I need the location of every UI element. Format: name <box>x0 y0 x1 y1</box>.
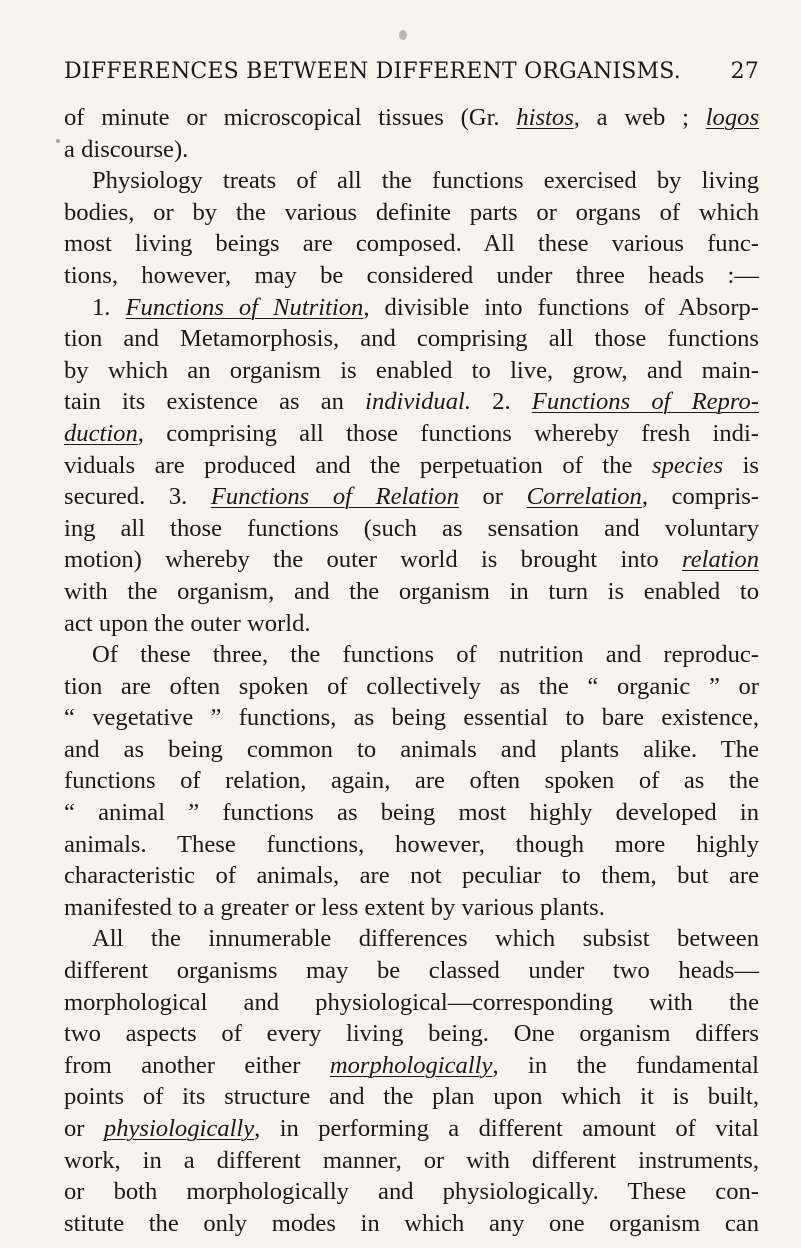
text-line <box>64 386 759 418</box>
text-line <box>64 1113 759 1145</box>
text-line <box>64 450 759 482</box>
emphasized-term: logos <box>705 104 760 131</box>
page-number: 27 <box>730 59 759 84</box>
text-line <box>64 576 759 608</box>
text-fragment: points of its structure and the plan upon which it is built, <box>64 1083 759 1111</box>
text-line <box>64 987 759 1019</box>
text-line <box>64 923 759 955</box>
text-fragment: animals. These functions, however, though more highly <box>64 830 759 858</box>
text-fragment: “ vegetative ” functions, as being essential to bare existence, <box>64 704 759 732</box>
text-fragment: “ animal ” functions as being most highly developed in <box>64 799 759 827</box>
text-fragment: , in the fundamental <box>492 1051 759 1079</box>
emphasized-term: histos <box>516 104 574 131</box>
emphasized-term: individual. <box>365 388 472 416</box>
text-line <box>64 481 759 513</box>
text-fragment: , a web ; <box>573 104 706 131</box>
text-line <box>64 639 759 671</box>
text-fragment: , compris- <box>641 483 759 511</box>
text-line <box>64 292 759 324</box>
page-header <box>64 58 759 86</box>
text-line <box>64 1176 759 1208</box>
text-fragment: manifested to a greater or less extent by various plants. <box>64 893 605 921</box>
text-fragment: by which an organism is enabled to live, grow, and main- <box>64 356 759 384</box>
text-fragment: , divisible into functions of Absorp- <box>363 293 759 321</box>
text-fragment: Physiology treats of all the functions exercised by living <box>92 167 759 195</box>
ink-spot <box>399 30 407 40</box>
text-fragment: from another either <box>64 1051 330 1079</box>
text-line <box>64 323 759 355</box>
text-fragment: functions of relation, again, are often spoken of as the <box>64 767 759 795</box>
emphasized-term: Functions of Repro- <box>531 388 759 416</box>
emphasized-term: morphologically <box>329 1051 493 1079</box>
text-fragment: tion are often spoken of collectively as the “ organic ” or <box>64 672 759 700</box>
text-line <box>64 1018 759 1050</box>
text-line <box>64 197 759 229</box>
text-fragment: a discourse). <box>64 135 189 163</box>
emphasized-term: species <box>652 451 724 479</box>
text-fragment: with the organism, and the organism in turn is enabled to <box>64 577 759 605</box>
text-fragment: stitute the only modes in which any one organism can <box>64 1209 759 1237</box>
text-line <box>64 165 759 197</box>
text-fragment: tain its existence as an <box>64 388 366 416</box>
text-fragment: motion) whereby the outer world is brought into <box>64 546 683 574</box>
text-fragment: bodies, or by the various definite parts or organs of which <box>64 198 759 226</box>
emphasized-term: physiologically <box>103 1115 255 1142</box>
text-line <box>64 513 759 545</box>
emphasized-term: Functions of Relation <box>210 483 459 511</box>
text-line <box>64 734 759 766</box>
text-fragment: All the innumerable differences which subsist between <box>92 925 759 953</box>
text-fragment: morphological and physiological—corresponding with the <box>64 988 759 1016</box>
emphasized-term: Correlation <box>526 483 642 511</box>
text-line <box>64 102 759 134</box>
text-line <box>64 544 759 576</box>
emphasized-term: Functions of Nutrition <box>125 293 364 321</box>
text-fragment: 1. <box>92 293 126 321</box>
text-line <box>64 1081 759 1113</box>
text-fragment: or both morphologically and physiologically. These con- <box>64 1178 759 1206</box>
running-title: DIFFERENCES BETWEEN DIFFERENT ORGANISMS. <box>64 59 681 84</box>
text-line <box>64 892 759 924</box>
emphasized-term: duction <box>64 419 138 447</box>
text-fragment: , comprising all those functions whereby fresh indi- <box>137 419 759 447</box>
text-fragment: or <box>458 483 527 511</box>
text-fragment: act upon the outer world. <box>64 609 311 637</box>
text-fragment: characteristic of animals, are not peculiar to them, but are <box>64 862 759 890</box>
text-fragment: or <box>64 1115 104 1142</box>
text-line <box>64 1145 759 1177</box>
text-line <box>64 260 759 292</box>
text-fragment: secured. 3. <box>64 483 211 511</box>
text-fragment: 2. <box>471 388 532 416</box>
text-line <box>64 608 759 640</box>
text-fragment: most living beings are composed. All these various func- <box>64 230 759 258</box>
text-fragment: viduals are produced and the perpetuation of the <box>64 451 652 479</box>
text-fragment: Of these three, the functions of nutrition and reproduc- <box>92 641 759 669</box>
text-line <box>64 134 759 166</box>
text-line <box>64 702 759 734</box>
text-fragment: of minute or microscopical tissues (Gr. <box>64 104 517 131</box>
text-line <box>64 955 759 987</box>
text-fragment: and as being common to animals and plants alike. The <box>64 735 759 763</box>
text-fragment: , in performing a different amount of vital <box>254 1115 759 1142</box>
text-fragment: tion and Metamorphosis, and comprising all those functions <box>64 325 759 353</box>
text-line <box>64 1050 759 1082</box>
text-line <box>64 228 759 260</box>
text-line <box>64 860 759 892</box>
text-line <box>64 418 759 450</box>
text-fragment: is <box>723 451 759 479</box>
text-line <box>64 765 759 797</box>
text-line <box>64 829 759 861</box>
text-fragment: two aspects of every living being. One organism differs <box>64 1020 759 1048</box>
margin-ink-mark <box>56 139 60 143</box>
text-fragment: ing all those functions (such as sensation and voluntary <box>64 514 759 542</box>
text-line <box>64 797 759 829</box>
text-line <box>64 355 759 387</box>
emphasized-term: relation <box>682 546 759 574</box>
text-fragment: work, in a different manner, or with different instruments, <box>64 1146 759 1174</box>
text-fragment: tions, however, may be considered under three heads :— <box>64 261 759 289</box>
text-fragment: different organisms may be classed under two heads— <box>64 957 759 985</box>
body-text <box>64 102 759 1239</box>
text-line <box>64 1208 759 1240</box>
text-line <box>64 671 759 703</box>
